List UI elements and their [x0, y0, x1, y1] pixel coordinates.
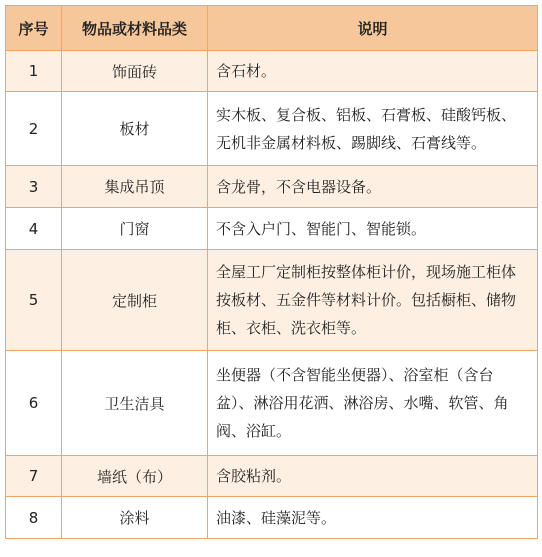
table-row: [6, 497, 538, 539]
table-row: [6, 166, 538, 208]
row-number: 2: [6, 92, 62, 166]
row-number: 3: [6, 166, 62, 208]
table-row: [6, 92, 538, 166]
table-row: [6, 250, 538, 351]
row-category: 板材: [62, 92, 208, 166]
row-number: 7: [6, 456, 62, 497]
row-number: 8: [6, 497, 62, 539]
table-row: [6, 51, 538, 92]
row-description: 含石材。: [208, 51, 538, 92]
row-number: 6: [6, 351, 62, 456]
table-row: [6, 456, 538, 497]
row-number: 4: [6, 208, 62, 250]
table-row: [6, 351, 538, 456]
header-category: 物品或材料品类: [62, 6, 208, 51]
row-description: 含胶粘剂。: [208, 456, 538, 497]
row-category: 饰面砖: [62, 51, 208, 92]
row-description: 含龙骨，不含电器设备。: [208, 166, 538, 208]
row-category: 集成吊顶: [62, 166, 208, 208]
row-category: 卫生洁具: [62, 351, 208, 456]
row-category: 墙纸（布）: [62, 456, 208, 497]
row-number: 5: [6, 250, 62, 351]
row-category: 定制柜: [62, 250, 208, 351]
row-number: 1: [6, 51, 62, 92]
row-description: 实木板、复合板、铝板、石膏板、硅酸钙板、无机非金属材料板、踢脚线、石膏线等。: [208, 92, 538, 166]
table-row: [6, 208, 538, 250]
header-number: 序号: [6, 6, 62, 51]
row-description: 全屋工厂定制柜按整体柜计价，现场施工柜体按板材、五金件等材料计价。包括橱柜、储物柜、衣柜、洗衣柜等。: [208, 250, 538, 351]
row-description: 不含入户门、智能门、智能锁。: [208, 208, 538, 250]
materials-table: [5, 5, 538, 539]
row-category: 涂料: [62, 497, 208, 539]
table-header-row: [6, 6, 538, 51]
row-description: 坐便器（不含智能坐便器）、浴室柜（含台盆）、淋浴用花洒、淋浴房、水嘴、软管、角阀、浴缸。: [208, 351, 538, 456]
header-description: 说明: [208, 6, 538, 51]
row-description: 油漆、硅藻泥等。: [208, 497, 538, 539]
row-category: 门窗: [62, 208, 208, 250]
